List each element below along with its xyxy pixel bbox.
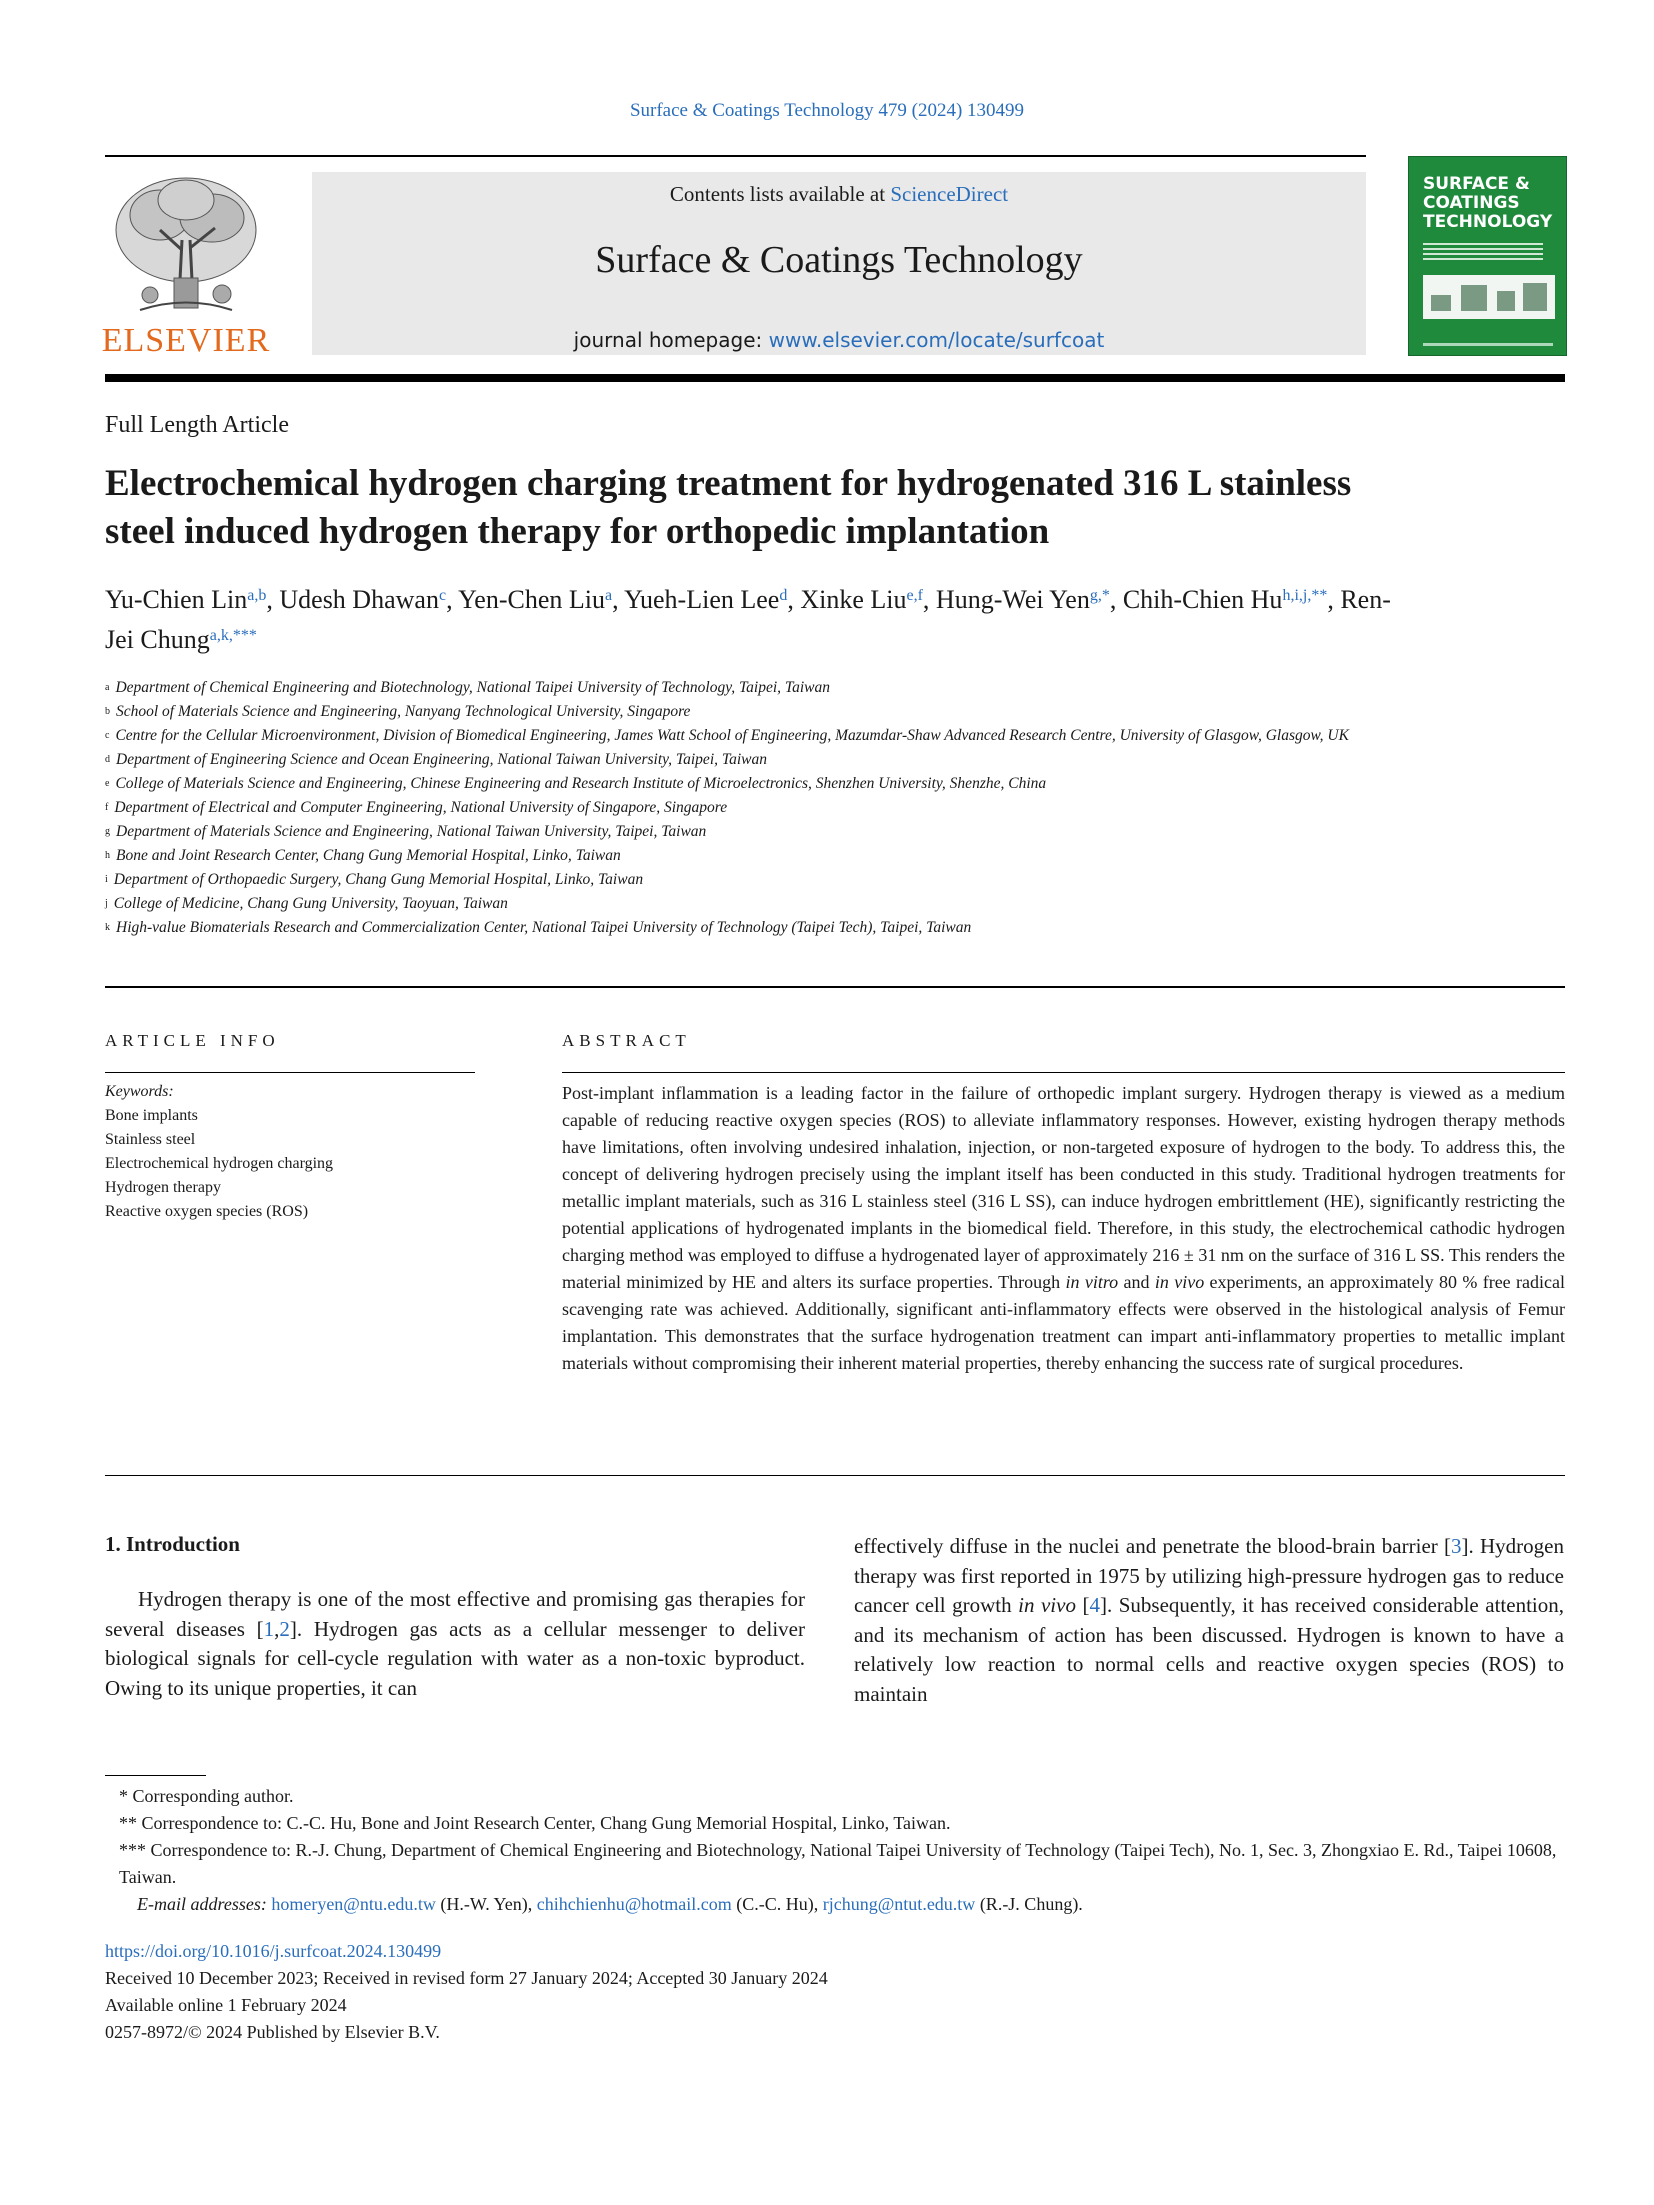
citation-ref-link[interactable]: 2 [279,1616,290,1641]
body-segment: [ [1075,1593,1090,1617]
email-link[interactable]: chihchienhu@hotmail.com [536,1894,732,1914]
article-info-heading: ARTICLE INFO [105,1031,280,1050]
author-list [105,580,1405,660]
section-heading-introduction: 1. Introduction [105,1532,240,1556]
footnote-corresponding-author: * Corresponding author. [119,1786,294,1806]
affiliation-divider [105,986,1565,988]
paper-title: Electrochemical hydrogen charging treatment for hydrogenated 316 L stainless steel induced hydrogen therapy for orthopedic implantation [105,463,1352,552]
journal-homepage-line [312,328,1366,352]
abstract-heading: ABSTRACT [562,1031,691,1050]
introduction-paragraph-continued [854,1532,1564,1709]
author-name[interactable]: Yueh-Lien Lee [624,585,780,614]
article-info-rule [105,1072,475,1073]
author-affiliation-marker[interactable]: a [604,587,613,604]
cover-title: SURFACE & COATINGS TECHNOLOGY [1423,174,1553,232]
body-segment: ]. Subsequently, it has received considerable attention, and its mechanism of action has been discussed. Hydrogen is known to have a relatively low reaction to normal cells and reactive oxygen species (ROS) to maintain [854,1593,1564,1706]
footnote-correspondence-chung: *** Correspondence to: R.-J. Chung, Department of Chemical Engineering and Biotechnology, National Taipei University of Technology (Taipei Tech), No. 1, Sec. 3, Zhongxiao E. Rd., Taipei 10608, Taiwan. [119,1840,1557,1887]
affiliation-key: h [105,850,110,861]
author-separator: , [1109,585,1123,614]
doi-link[interactable]: https://doi.org/10.1016/j.surfcoat.2024.130499 [105,1941,442,1961]
body-column-right [854,1532,1564,1709]
author-affiliation-marker[interactable]: c [438,587,447,604]
email-owner: (C.-C. Hu), [731,1894,823,1914]
abstract-segment: experiments, an approximately 80 % free radical scavenging rate was achieved. Additionally, significant anti-inflammatory effects were observed in the histological analysis of Femur implantation. This demonstrates that the surface hydrogenation treatment can impart anti-inflammatory properties to metallic implant materials without compromising their inherent material properties, thereby enhancing the success rate of surgical procedures. [562,1272,1565,1373]
contents-prefix: Contents lists available at [669,182,891,206]
affiliation-item [105,844,1565,868]
footnotes [105,1783,1565,1918]
abstract-segment: Post-implant inflammation is a leading factor in the failure of orthopedic implant surgery. Hydrogen therapy is viewed as a medium capable of reducing reactive oxygen species (ROS) to alleviate inflammatory responses. However, existing hydrogen therapy methods have limitations, often involving undesired inhalation, injection, or non-targeted exposure of hydrogen to the body. To address this, the concept of delivering hydrogen precisely using the implant itself has been conducted in this study. Traditional hydrogen treatments for metallic implant materials, such as 316 L stainless steel (316 L SS), can induce hydrogen embrittlement (HE), significantly restricting the potential applications of hydrogenated implants in the biomedical field. Therefore, in this study, the electrochemical cathodic hydrogen charging method was employed to diffuse a hydrogenated layer of approximately 216 ± 31 nm on the surface of 316 L SS. This renders the material minimized by HE and alters its surface properties. Through [562,1083,1565,1292]
article-meta [105,1938,1565,2046]
author-separator: , [266,585,280,614]
author-separator: , [612,585,625,614]
keyword-item: Electrochemical hydrogen charging [105,1155,334,1172]
article-type: Full Length Article [105,412,289,438]
affiliation-key: d [105,754,110,765]
header-thick-rule [105,374,1565,382]
email-label: E-mail addresses: [137,1894,267,1914]
email-owner: (R.-J. Chung). [975,1894,1083,1914]
affiliation-item [105,796,1565,820]
affiliation-text: Bone and Joint Research Center, Chang Gung Memorial Hospital, Linko, Taiwan [116,847,621,864]
cover-publisher-mark [1423,343,1553,346]
abstract-segment: and [1118,1272,1155,1292]
sciencedirect-link[interactable]: ScienceDirect [890,182,1009,206]
introduction-paragraph [105,1585,805,1703]
author-name[interactable]: Xinke Liu [800,585,907,614]
affiliation-text: Department of Engineering Science and Ocean Engineering, National Taiwan University, Taipei, Taiwan [116,751,767,768]
footnote-correspondence-hu: ** Correspondence to: C.-C. Hu, Bone and Joint Research Center, Chang Gung Memorial Hospital, Linko, Taiwan. [119,1813,951,1833]
copyright-line: 0257-8972/© 2024 Published by Elsevier B.V. [105,2022,440,2042]
citation-ref-link[interactable]: 1 [263,1616,275,1641]
keyword-item: Bone implants [105,1107,198,1124]
journal-header-box [312,172,1366,355]
abstract-end-rule [105,1475,1565,1476]
author-name[interactable]: Ren-Jei Chung [105,585,1391,654]
affiliation-text: Department of Orthopaedic Surgery, Chang Gung Memorial Hospital, Linko, Taiwan [113,871,644,888]
body-segment: , [274,1616,280,1641]
author-name[interactable]: Udesh Dhawan [279,585,439,614]
affiliation-text: College of Materials Science and Engineering, Chinese Engineering and Research Institute of Microelectronics, Shenzhen University, Shenzhe, China [115,775,1047,792]
elsevier-tree-icon [100,170,272,320]
body-emphasis: in vivo [1018,1593,1076,1617]
author-name[interactable]: Chih-Chien Hu [1122,585,1283,614]
author-separator: , [446,585,459,614]
affiliation-item [105,700,1565,724]
affiliation-list [105,676,1565,940]
affiliation-item [105,676,1565,700]
author-name[interactable]: Yu-Chien Lin [105,585,248,614]
body-column-left [105,1532,805,1703]
abstract-emphasis: in vitro [1065,1272,1119,1292]
affiliation-text: School of Materials Science and Engineering, Nanyang Technological University, Singapore [116,703,691,720]
affiliation-text: Centre for the Cellular Microenvironment, Division of Biomedical Engineering, James Watt School of Engineering, Mazumdar-Shaw Advanced Research Centre, University of Glasgow, Glasgow, UK [115,727,1349,744]
affiliation-item [105,748,1565,772]
keyword-item: Hydrogen therapy [105,1179,221,1196]
email-owner: (H.-W. Yen), [435,1894,537,1914]
keyword-item: Stainless steel [105,1131,196,1148]
affiliation-key: a [105,682,110,693]
author-separator: , [1327,585,1341,614]
abstract-text [562,1080,1565,1377]
journal-cover-thumbnail[interactable] [1408,156,1567,356]
affiliation-item [105,916,1565,940]
author-name[interactable]: Yen-Chen Liu [458,585,605,614]
affiliation-text: Department of Materials Science and Engineering, National Taiwan University, Taipei, Taiwan [116,823,707,840]
affiliation-item [105,772,1565,796]
author-affiliation-marker[interactable]: g,* [1089,587,1110,604]
author-affiliation-marker[interactable]: a,k,*** [209,627,257,644]
affiliation-item [105,724,1565,748]
author-affiliation-marker[interactable]: e,f [906,587,923,604]
author-affiliation-marker[interactable]: a,b [247,587,267,604]
affiliation-item [105,892,1565,916]
affiliation-key: j [105,898,108,909]
affiliation-item [105,820,1565,844]
affiliation-key: e [105,778,110,789]
journal-title: Surface & Coatings Technology [595,239,1083,281]
affiliation-key: f [105,802,109,813]
affiliation-text: College of Medicine, Chang Gung University, Taoyuan, Taiwan [113,895,508,912]
keywords-label: Keywords: [105,1083,174,1100]
abstract-rule [562,1072,1565,1073]
elsevier-wordmark: ELSEVIER [101,322,271,359]
author-affiliation-marker[interactable]: d [779,587,788,604]
affiliation-text: High-value Biomaterials Research and Commercialization Center, National Taipei University of Technology (Taipei Tech), Taipei, Taiwan [116,919,972,936]
affiliation-key: g [105,826,110,837]
received-dates: Received 10 December 2023; Received in revised form 27 January 2024; Accepted 30 January 2024 [105,1968,828,1988]
footnote-rule [105,1775,206,1776]
affiliation-key: k [105,922,110,933]
homepage-prefix: journal homepage: [573,328,769,352]
citation-ref-link[interactable]: 4 [1089,1593,1100,1617]
abstract-emphasis: in vivo [1154,1272,1205,1292]
journal-citation[interactable]: Surface & Coatings Technology 479 (2024) 130499 [629,100,1025,121]
body-segment: ]. Hydrogen gas acts as a cellular messenger to deliver biological signals for cell-cycle regulation with water as a non-toxic byproduct. Owing to its unique properties, it can [105,1616,805,1700]
affiliation-item [105,868,1565,892]
author-separator: , [787,585,801,614]
affiliation-key: i [105,874,108,885]
body-segment: Hydrogen therapy is one of the most effective and promising gas therapies for several diseases [ [105,1587,805,1641]
body-segment: effectively diffuse in the nuclei and penetrate the blood-brain barrier [ [854,1534,1452,1558]
elsevier-logo [100,170,272,360]
keywords-block [105,1080,475,1224]
affiliation-key: c [105,730,110,741]
cover-illustration [1423,275,1555,319]
cover-text-lines [1423,243,1543,263]
footnote-emails [105,1891,1565,1918]
keyword-item: Reactive oxygen species (ROS) [105,1203,309,1220]
citation-ref-link[interactable]: 3 [1451,1534,1462,1558]
author-name[interactable]: Hung-Wei Yen [935,585,1090,614]
journal-homepage-link[interactable]: www.elsevier.com/locate/surfcoat [768,328,1105,352]
contents-available-line [312,182,1366,207]
available-online-date: Available online 1 February 2024 [105,1995,347,2015]
affiliation-text: Department of Electrical and Computer Engineering, National University of Singapore, Singapore [114,799,728,816]
header-top-rule [105,155,1366,157]
email-link[interactable]: homeryen@ntu.edu.tw [271,1894,436,1914]
affiliation-text: Department of Chemical Engineering and Biotechnology, National Taipei University of Technology, Taipei, Taiwan [115,679,831,696]
author-separator: , [922,585,936,614]
author-affiliation-marker[interactable]: h,i,j,** [1282,587,1328,604]
body-segment: ]. Hydrogen therapy was first reported in 1975 by utilizing high-pressure hydrogen gas to reduce cancer cell growth [854,1534,1564,1617]
email-link[interactable]: rjchung@ntut.edu.tw [822,1894,976,1914]
affiliation-key: b [105,706,110,717]
